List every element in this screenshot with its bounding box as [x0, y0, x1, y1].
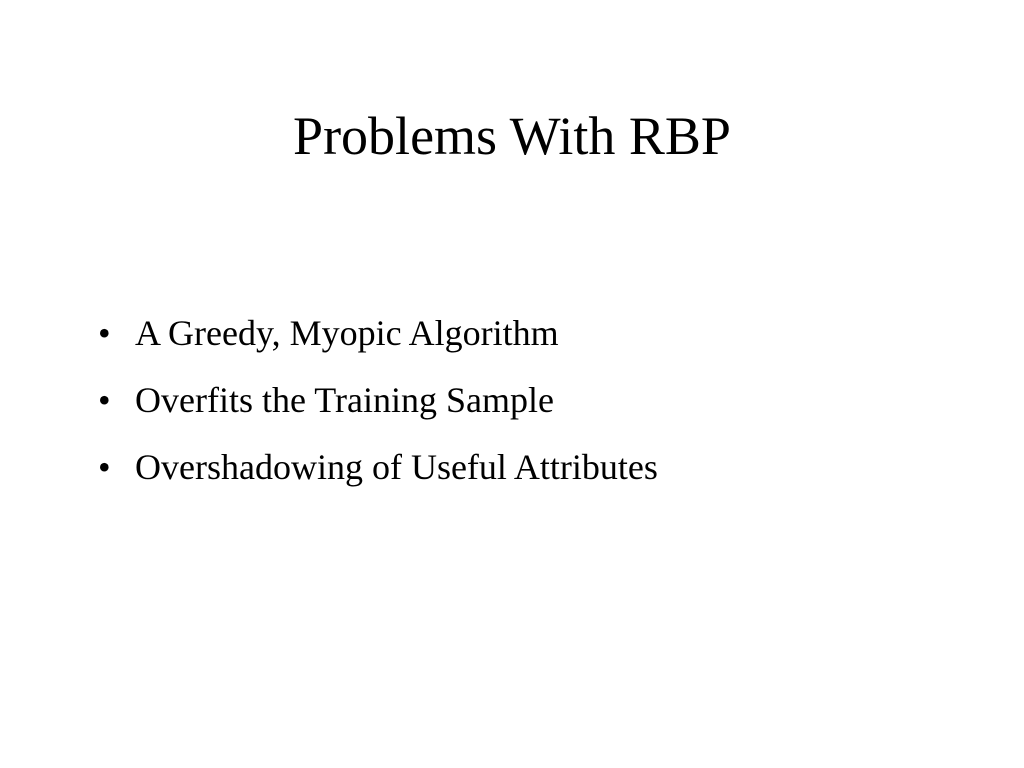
bullet-text: Overfits the Training Sample [135, 380, 554, 420]
slide-title: Problems With RBP [293, 106, 731, 166]
bullet-icon: • [98, 313, 111, 353]
bullet-list [98, 310, 658, 511]
bullet-item [98, 444, 658, 490]
bullet-item [98, 310, 658, 356]
bullet-text: Overshadowing of Useful Attributes [135, 447, 658, 487]
bullet-text: A Greedy, Myopic Algorithm [135, 313, 559, 353]
bullet-item [98, 377, 658, 423]
bullet-icon: • [98, 380, 111, 420]
bullet-icon: • [98, 447, 111, 487]
